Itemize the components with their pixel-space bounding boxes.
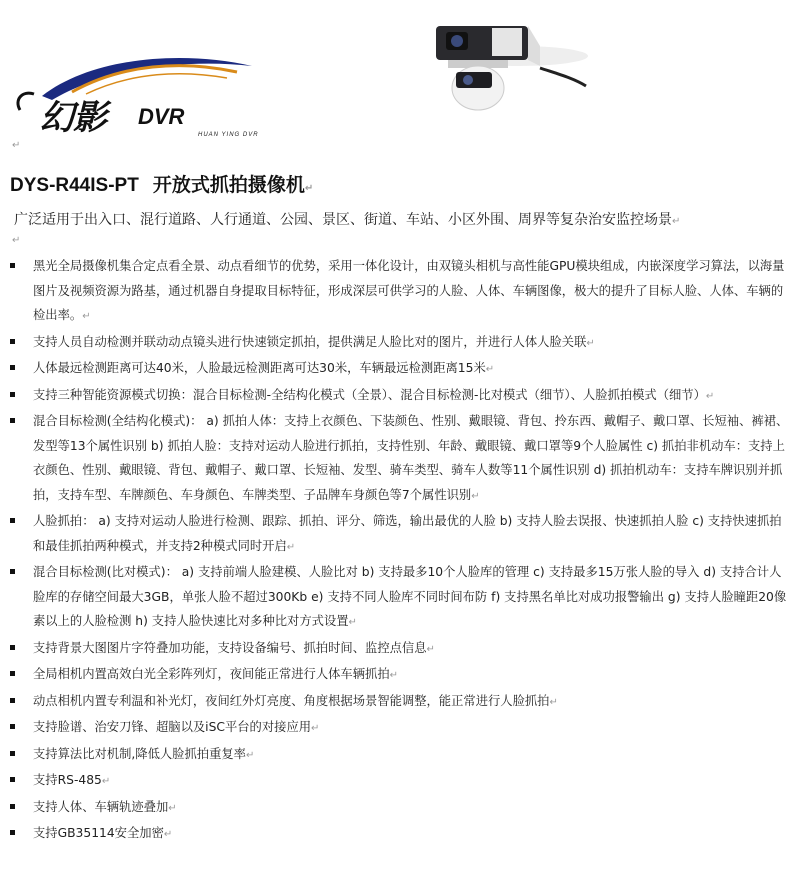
bullet-icon (10, 645, 15, 650)
list-item (0, 330, 799, 357)
list-item (0, 509, 799, 560)
list-item (0, 795, 799, 822)
feature-text: 人体最远检测距离可达40米，人脸最远检测距离可达30米，车辆最远检测距离15米 (33, 361, 486, 375)
page-title (10, 170, 313, 197)
feature-text: 支持算法比对机制,降低人脸抓拍重复率 (33, 746, 246, 761)
list-item (0, 662, 799, 689)
paragraph-mark: ↵ (485, 364, 495, 375)
bullet-icon (10, 751, 15, 756)
intro-text-body: 广泛适用于出入口、混行道路、人行通道、公园、景区、街道、车站、小区外围、周界等复杂治安监控场景 (14, 212, 672, 228)
feature-text: 混合目标检测(比对模式)： a) 支持前端人脸建模、人脸比对 b) 支持最多10个人脸库的管理 c) 支持最多15万张人脸的导入 d) 支持合计人脸库的存储空间最大3GB，单张人脸不超过300Kb e) 支持不同人脸库不同时间布防 f) 支持黑名单比对成功报警输出 g) 支持人脸瞳距20像素以上的人脸检测 h) 支持人脸快速比对多种比对方式设置 (33, 565, 787, 628)
list-item (0, 689, 799, 716)
paragraph-mark: ↵ (245, 749, 255, 761)
feature-text: 黑光全局摄像机集合定点看全景、动点看细节的优势，采用一体化设计，由双镜头相机与高性能GPU模块组成，内嵌深度学习算法，以海量图片及视频资源为路基，通过机器自身提取目标特征，形成深层可供学习的人脸、人体、车辆图像，极大的提升了目标人脸、人体、车辆的检出率。 (33, 259, 785, 322)
feature-text: 支持RS-485 (33, 773, 102, 787)
list-item (0, 768, 799, 795)
feature-text: 支持三种智能资源模式切换：混合目标检测-全结构化模式（全景）、混合目标检测-比对模式（细节）、人脸抓拍模式（细节） (33, 387, 706, 402)
bullet-icon (10, 698, 15, 703)
list-item (0, 356, 799, 383)
feature-text: 支持GB35114安全加密 (33, 826, 164, 840)
paragraph-mark: ↵ (705, 390, 715, 402)
logo-brand-latin: DVR (138, 104, 185, 129)
bullet-icon (10, 263, 15, 268)
feature-text: 混合目标检测(全结构化模式)： a) 抓拍人体：支持上衣颜色、下装颜色、性别、戴眼镜、背包、拎东西、戴帽子、戴口罩、长短袖、裤裙、发型等13个属性识别 b) 抓拍人脸：支持对运动人脸进行抓拍，支持性别、年龄、戴眼镜、戴口罩等9个人脸属性 c) 抓拍非机动车：支持上衣颜色、性别、戴眼镜、背包、戴帽子、戴口罩、长短袖、发型、骑车类型、骑车人数等11个属性识别 d) 抓拍机动车：支持车牌识别并抓拍，支持车型、车牌颜色、车身颜色、车牌类型、子品牌车身颜色等7个属性识别 (33, 414, 789, 502)
paragraph-mark: ↵ (586, 337, 595, 349)
paragraph-mark: ↵ (471, 490, 480, 502)
camera-product-image (428, 16, 588, 116)
list-item (0, 409, 799, 509)
header (0, 0, 799, 150)
paragraph-mark: ↵ (311, 723, 320, 734)
feature-text: 支持人体、车辆轨迹叠加 (33, 799, 169, 814)
bullet-icon (10, 418, 15, 423)
paragraph-mark: ↵ (549, 696, 558, 708)
feature-text: 全局相机内置高效白光全彩阵列灯，夜间能正常进行人体车辆抓拍 (33, 667, 390, 681)
bullet-icon (10, 392, 15, 397)
bullet-icon (10, 830, 15, 835)
paragraph-mark: ↵ (12, 235, 21, 246)
paragraph-mark: ↵ (304, 183, 314, 194)
paragraph-mark: ↵ (348, 617, 357, 628)
feature-text: 支持人员自动检测并联动动点镜头进行快速锁定抓拍，提供满足人脸比对的图片，并进行人体人脸关联 (33, 334, 587, 349)
bullet-icon (10, 777, 15, 782)
paragraph-mark: ↵ (101, 776, 111, 787)
list-item (0, 742, 799, 769)
paragraph-mark: ↵ (12, 140, 21, 151)
list-item (0, 560, 799, 636)
feature-list (0, 254, 799, 848)
product-name: 开放式抓拍摄像机 (152, 174, 305, 196)
paragraph-mark: ↵ (426, 643, 435, 655)
bullet-icon (10, 804, 15, 809)
bullet-icon (10, 365, 15, 370)
bullet-icon (10, 339, 15, 344)
feature-text: 支持脸谱、治安刀锋、超脑以及iSC平台的对接应用 (33, 720, 312, 734)
logo-subtitle: HUAN YING DVR (198, 132, 259, 138)
list-item (0, 715, 799, 742)
logo-brand: 幻影 (40, 98, 106, 138)
list-item (0, 821, 799, 848)
intro-text (14, 209, 680, 229)
list-item (0, 383, 799, 410)
feature-text: 动点相机内置专利温和补光灯，夜间红外灯亮度、角度根据场景智能调整，能正常进行人脸抓拍 (33, 693, 550, 708)
paragraph-mark: ↵ (82, 311, 91, 322)
list-item (0, 254, 799, 330)
paragraph-mark: ↵ (389, 670, 399, 681)
paragraph-mark: ↵ (286, 541, 296, 553)
bullet-icon (10, 724, 15, 729)
product-model: DYS-R44IS-PT (10, 175, 139, 196)
bullet-icon (10, 671, 15, 676)
bullet-icon (10, 569, 15, 574)
logo (12, 52, 262, 142)
paragraph-mark: ↵ (163, 829, 173, 840)
paragraph-mark: ↵ (672, 216, 681, 227)
feature-text: 人脸抓拍： a) 支持对运动人脸进行检测、跟踪、抓拍、评分、筛选，输出最优的人脸 b) 支持人脸去误报、快速抓拍人脸 c) 支持快速抓拍和最佳抓拍两种模式，并支持2种模式同时开启 (33, 514, 782, 553)
bullet-icon (10, 518, 15, 523)
list-item (0, 636, 799, 663)
feature-text: 支持背景大图图片字符叠加功能，支持设备编号、抓拍时间、监控点信息 (33, 640, 427, 655)
paragraph-mark: ↵ (168, 802, 177, 814)
